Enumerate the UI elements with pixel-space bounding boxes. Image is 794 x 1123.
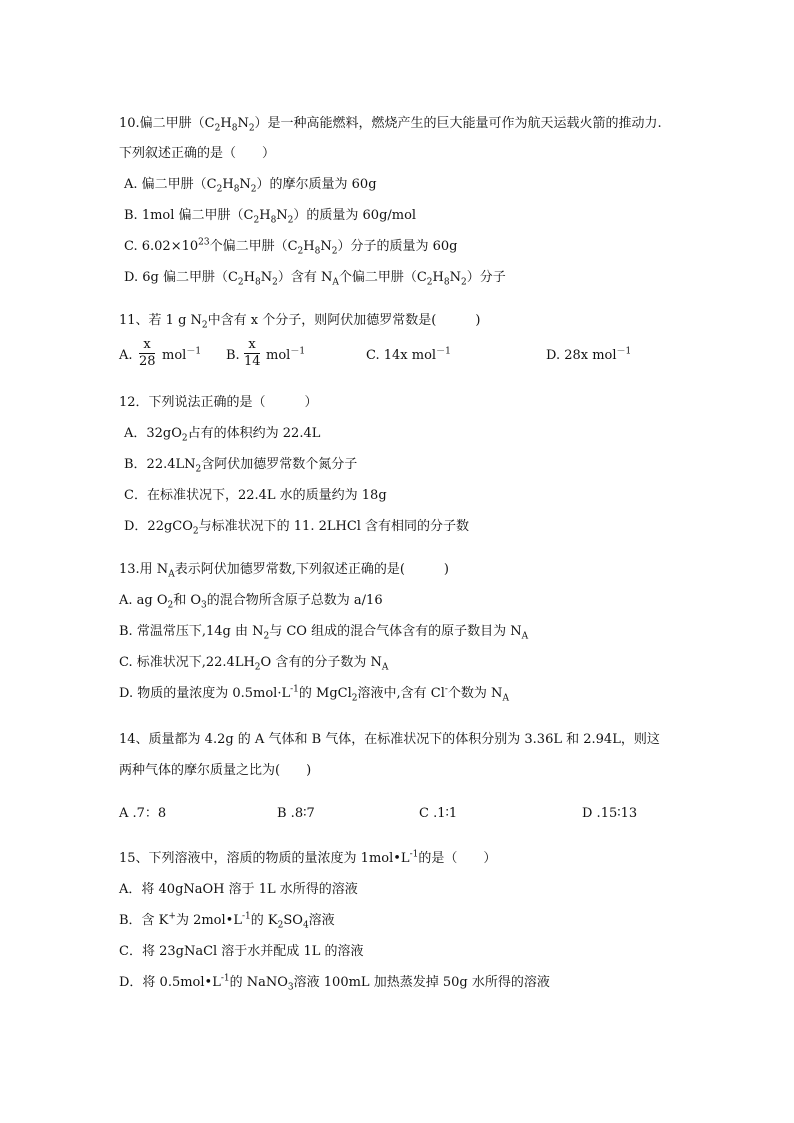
q11-option-b-denominator: 14 <box>244 354 261 369</box>
q15-option-d: D．将 $0.5mol•L^{-1}$的 NaNO$_3$溶液 100mL 加热蒸发掉 50g 水所得的溶液 <box>119 973 550 993</box>
q12-stem: 12．下列说法正确的是（ ） <box>119 395 318 410</box>
q13-option-a: A. ag $O_2$和 $O_3$的混合物所含原子总数为 a/16 <box>119 593 383 611</box>
q11-option-b-numerator: x <box>248 337 256 352</box>
q15-option-c: C．将 23gNaCl 溶于水并配成 1L 的溶液 <box>119 944 364 959</box>
q14-option-d: D .15∶13 <box>582 806 638 821</box>
q11-option-b-unit: mol$^{-1}$ <box>266 346 306 363</box>
q11-option-b-label: B. <box>226 348 240 363</box>
q13-stem: 13.用 $N_A$表示阿伏加德罗常数,下列叙述正确的是( ) <box>119 562 449 580</box>
q12-option-c: C．在标准状况下，22.4L 水的质量约为 18g <box>124 488 387 503</box>
q14-stem-line1: 14、质量都为 4.2g 的 A 气体和 B 气体，在标准状况下的体积分别为 3.36L 和 2.94L，则这 <box>119 732 660 747</box>
q11-option-a-fraction <box>139 338 155 369</box>
q13-option-b: B. 常温常压下,14g 由 $N_2$与 CO 组成的混合气体含有的原子数目为 $N_A$ <box>119 624 529 642</box>
q10-option-c: C. $6.02\times 10^{23}$个偏二甲肼$(C_2H_8N_2)$分子的质量为 60g <box>124 237 458 257</box>
q14-option-c: C .1∶1 <box>419 806 458 821</box>
q14-option-b: B .8∶7 <box>277 806 315 821</box>
q10-option-d: D. 6g 偏二甲肼$(C_2H_8N_2)$含有 $N_A$个偏二甲肼$(C_2H_8N_2)$分子 <box>124 270 506 288</box>
q14-option-a: A .7：8 <box>119 806 167 821</box>
q11-option-b-fraction <box>244 338 260 369</box>
q12-option-d: D．22gCO$_2$与标准状况下的 11. 2LHCl 含有相同的分子数 <box>124 519 470 537</box>
q11-option-a-label: A. <box>119 348 133 363</box>
q13-option-c: C. 标准状况下$,22.4LH_2O$ 含有的分子数为 $N_A$ <box>119 655 389 673</box>
q13-option-d: D. 物质的量浓度为 $0.5mol\cdot L^{-1}$的 MgCl$_2$溶液中,含有 Cl-个数为 $N_A$ <box>119 684 509 704</box>
q11-option-a-unit: mol$^{-1}$ <box>162 346 202 363</box>
q15-option-b: B．含 K+为 $2mol•L^{-1}$的 $K_2SO_4$溶液 <box>119 911 335 931</box>
q12-option-b: B．$22.4LN_2$含阿伏加德罗常数个氮分子 <box>124 457 358 475</box>
q11-option-d: D. 28x mol$^{-1}$ <box>546 346 632 363</box>
q15-option-a: A．将 40gNaOH 溶于 1L 水所得的溶液 <box>119 882 358 897</box>
q11-option-a-denominator: 28 <box>139 354 156 369</box>
q12-option-a: A．$32gO_2$占有的体积约为 22.4L <box>124 426 321 444</box>
q10-stem-line2: 下列叙述正确的是（ ） <box>119 146 276 161</box>
q14-stem-line2: 两种气体的摩尔质量之比为( ) <box>119 763 312 778</box>
q11-option-a-numerator: x <box>143 337 151 352</box>
q11-stem: 11、若 1 g $N_2$中含有 x 个分子，则阿伏加德罗常数是( ) <box>119 313 481 331</box>
q10-option-a: A. 偏二甲肼$(C_2H_8N_2)$的摩尔质量为 60g <box>124 177 377 195</box>
q15-stem: 15、下列溶液中，溶质的物质的量浓度为 $1mol•L^{-1}$的是（ ） <box>119 849 497 866</box>
q10-option-b: B. 1mol 偏二甲肼$(C_2H_8N_2)$的质量为 60g/mol <box>124 208 417 226</box>
q10-stem-line1: 10.偏二甲肼$(C_2H_8N_2)$是一种高能燃料，燃烧产生的巨大能量可作为航天运载火箭的推动力. <box>119 116 662 134</box>
q11-option-c: C. 14x mol$^{-1}$ <box>366 346 451 363</box>
